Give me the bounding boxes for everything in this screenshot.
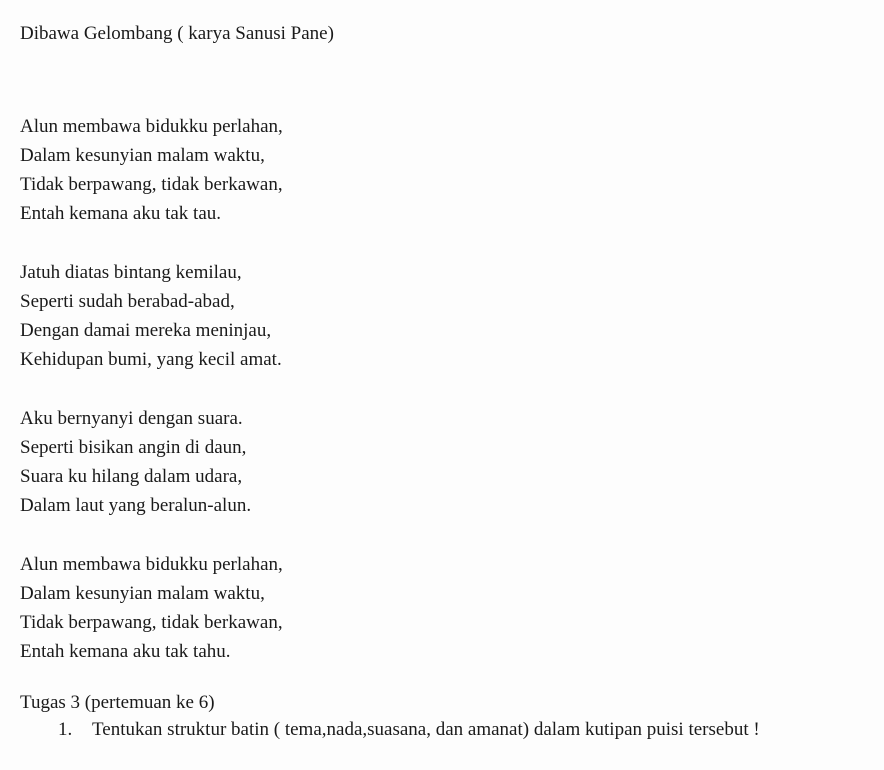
poem-line: Alun membawa bidukku perlahan, (20, 116, 283, 137)
task-item-number: 1. (58, 719, 73, 740)
poem-line: Tidak berpawang, tidak berkawan, (20, 612, 283, 633)
poem-line: Jatuh diatas bintang kemilau, (20, 262, 242, 283)
poem-line: Seperti sudah berabad-abad, (20, 291, 235, 312)
poem-line: Kehidupan bumi, yang kecil amat. (20, 349, 282, 370)
task-item (58, 718, 760, 742)
poem-line: Alun membawa bidukku perlahan, (20, 554, 283, 575)
poem-line: Entah kemana aku tak tahu. (20, 641, 231, 662)
stanza-3 (20, 404, 720, 520)
poem-line: Dalam kesunyian malam waktu, (20, 583, 265, 604)
poem-line: Entah kemana aku tak tau. (20, 203, 222, 224)
poem-body (20, 112, 720, 696)
stanza-2 (20, 258, 720, 374)
poem-line: Dalam kesunyian malam waktu, (20, 145, 265, 166)
stanza-4 (20, 550, 720, 666)
poem-line: Aku bernyanyi dengan suara. (20, 408, 243, 429)
task-item-text: Tentukan struktur batin ( tema,nada,suasana, dan amanat) dalam kutipan puisi tersebut ! (92, 719, 760, 740)
poem-line: Seperti bisikan angin di daun, (20, 437, 247, 458)
poem-line: Tidak berpawang, tidak berkawan, (20, 174, 283, 195)
poem-line: Dengan damai mereka meninjau, (20, 320, 272, 341)
poem-line: Dalam laut yang beralun-alun. (20, 495, 252, 516)
stanza-1 (20, 112, 720, 228)
poem-title: Dibawa Gelombang ( karya Sanusi Pane) (20, 23, 334, 44)
task-list (58, 718, 760, 742)
poem-line: Suara ku hilang dalam udara, (20, 466, 243, 487)
task-heading: Tugas 3 (pertemuan ke 6) (20, 692, 215, 713)
